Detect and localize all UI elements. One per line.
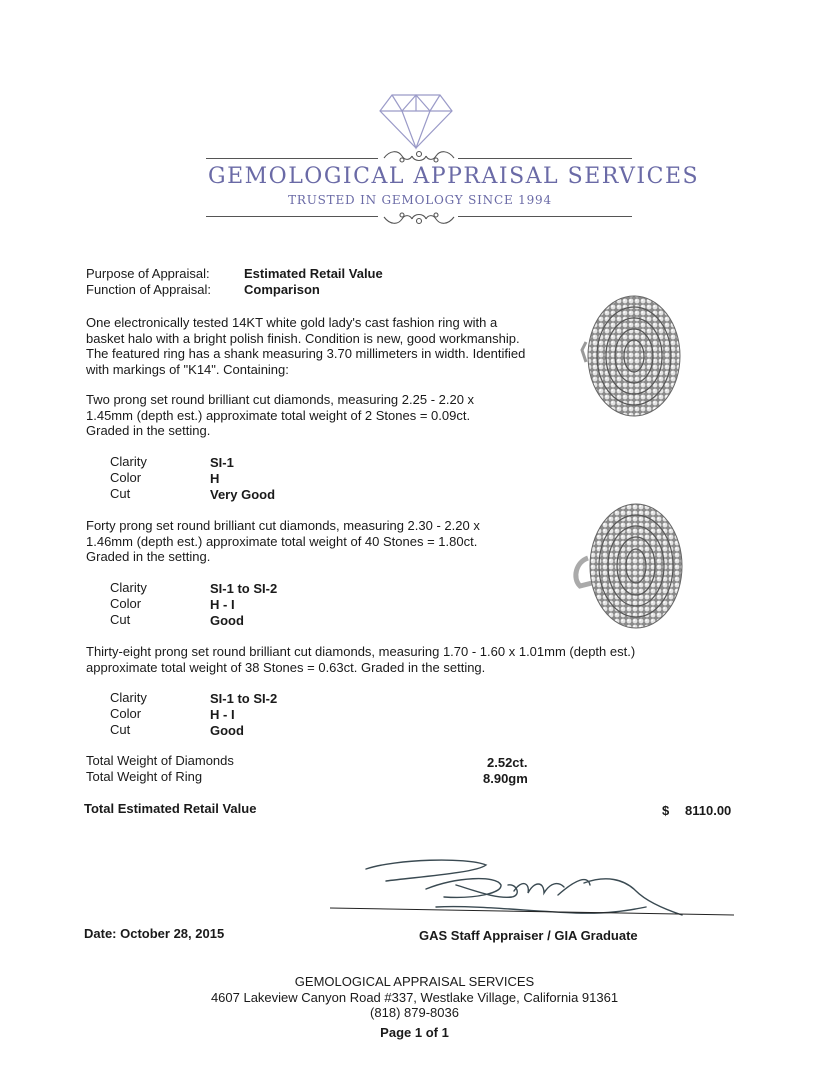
- total-retail-value-label: Total Estimated Retail Value: [84, 801, 257, 816]
- cut-value: Very Good: [210, 487, 276, 502]
- purpose-value: Estimated Retail Value: [244, 266, 383, 281]
- clarity-value: SI-1 to SI-2: [210, 581, 278, 596]
- ring-photo-top: [580, 292, 684, 420]
- total-ring-weight-label: Total Weight of Ring: [86, 769, 203, 784]
- signature-title: GAS Staff Appraiser / GIA Graduate: [419, 928, 638, 943]
- stone-group-description: Two prong set round brilliant cut diamonds, measuring 2.25 - 2.20 x 1.45mm (depth est.) approximate total weight of 2 Stones = 0.09ct. Graded in the setting.: [86, 392, 475, 438]
- function-label: Function of Appraisal:: [86, 282, 212, 297]
- page-number: Page 1 of 1: [380, 1025, 449, 1040]
- ring-photo-side: [566, 498, 690, 634]
- currency-symbol: $: [662, 803, 670, 818]
- stone-group-description: Forty prong set round brilliant cut diamonds, measuring 2.30 - 2.20 x 1.46mm (depth est.) approximate total weight of 40 Stones = 1.80ct. Graded in the setting.: [86, 518, 480, 564]
- color-value: H - I: [210, 597, 235, 612]
- clarity-label: Clarity: [110, 690, 147, 705]
- total-diamond-weight-value: 2.52ct.: [487, 755, 528, 770]
- logo-bottom-rule: [206, 216, 378, 217]
- logo-top-rule: [206, 158, 378, 159]
- cut-label: Cut: [110, 722, 131, 737]
- total-ring-weight-value: 8.90gm: [483, 771, 528, 786]
- color-label: Color: [110, 706, 142, 721]
- signature-image: [326, 855, 738, 925]
- stone-group-description: Thirty-eight prong set round brilliant cut diamonds, measuring 1.70 - 1.60 x 1.01mm (depth est.) approximate total weight of 38 Stones = 0.63ct. Graded in the setting.: [86, 644, 636, 675]
- clarity-value: SI-1: [210, 455, 234, 470]
- cut-value: Good: [210, 613, 244, 628]
- footer-address: 4607 Lakeview Canyon Road #337, Westlake Village, California 91361: [210, 990, 619, 1005]
- company-logo-title: GEMOLOGICAL APPRAISAL SERVICES: [208, 164, 700, 189]
- ring-description: One electronically tested 14KT white gold lady's cast fashion ring with a basket halo with a bright polish finish. Condition is new, good workmanship. The featured ring has a shank measuring 3.70 millimeters in width. Identified with markings of "K14". Containing:: [86, 315, 526, 377]
- footer-phone: (818) 879-8036: [370, 1005, 459, 1020]
- diamond-icon: [378, 92, 454, 150]
- color-label: Color: [110, 470, 142, 485]
- color-value: H: [210, 471, 220, 486]
- ornament-icon: [380, 207, 458, 227]
- appraisal-date: Date: October 28, 2015: [84, 926, 225, 941]
- clarity-value: SI-1 to SI-2: [210, 691, 278, 706]
- logo-bottom-rule: [458, 216, 632, 217]
- total-retail-value: 8110.00: [685, 803, 732, 818]
- cut-label: Cut: [110, 612, 131, 627]
- footer-company: GEMOLOGICAL APPRAISAL SERVICES: [294, 974, 535, 989]
- function-value: Comparison: [244, 282, 320, 297]
- clarity-label: Clarity: [110, 580, 147, 595]
- total-diamond-weight-label: Total Weight of Diamonds: [86, 753, 234, 768]
- purpose-label: Purpose of Appraisal:: [86, 266, 210, 281]
- cut-label: Cut: [110, 486, 131, 501]
- clarity-label: Clarity: [110, 454, 147, 469]
- color-value: H - I: [210, 707, 235, 722]
- logo-top-rule: [458, 158, 632, 159]
- color-label: Color: [110, 596, 142, 611]
- cut-value: Good: [210, 723, 244, 738]
- company-logo-tagline: TRUSTED IN GEMOLOGY SINCE 1994: [288, 193, 552, 207]
